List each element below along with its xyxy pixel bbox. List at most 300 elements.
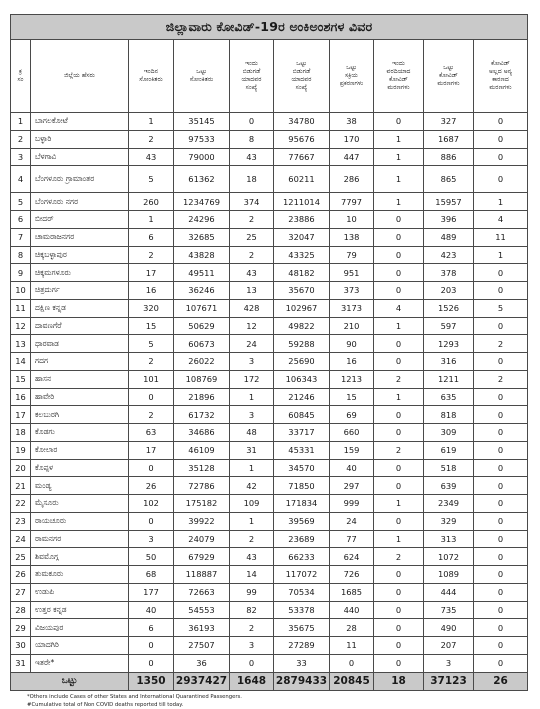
- cell-today-deaths: 4: [374, 299, 424, 317]
- cell-active: 373: [330, 282, 374, 300]
- cell-total-deaths: 316: [424, 353, 474, 371]
- cell-total-discharged: 59288: [274, 335, 330, 353]
- table-row: [11, 566, 528, 584]
- district-stats-table: [10, 14, 528, 691]
- cell-total-discharged: 70534: [274, 583, 330, 601]
- header-line: ಮರಣಗಳು: [489, 84, 512, 91]
- cell-today-discharged: 0: [230, 113, 274, 131]
- cell-today-discharged: 2: [230, 211, 274, 229]
- cell-sl: 13: [11, 335, 31, 353]
- cell-total-discharged: 117072: [274, 566, 330, 584]
- cell-total-deaths: 1687: [424, 130, 474, 148]
- cell-today-discharged: 1: [230, 459, 274, 477]
- table-row: [11, 264, 528, 282]
- cell-non-covid: 0: [474, 566, 528, 584]
- cell-total-discharged: 35670: [274, 282, 330, 300]
- cell-today-discharged: 31: [230, 441, 274, 459]
- cell-total-deaths: 635: [424, 388, 474, 406]
- cell-total-discharged: 53378: [274, 601, 330, 619]
- cell-today-discharged: 3: [230, 353, 274, 371]
- cell-sl: 29: [11, 619, 31, 637]
- cell-non-covid: 1: [474, 246, 528, 264]
- cell-active: 951: [330, 264, 374, 282]
- cell-today-cases: 2: [129, 353, 174, 371]
- cell-today-deaths: 2: [374, 548, 424, 566]
- header-line: ಸಂಖ್ಯೆ: [245, 84, 258, 91]
- cell-today-cases: 0: [129, 654, 174, 672]
- cell-total-cases: 34686: [174, 424, 230, 442]
- cell-sl: 18: [11, 424, 31, 442]
- cell-today-discharged: 8: [230, 130, 274, 148]
- cell-total-deaths: 423: [424, 246, 474, 264]
- total-today-deaths: 18: [374, 672, 424, 690]
- cell-total-discharged: 77667: [274, 148, 330, 166]
- cell-today-cases: 320: [129, 299, 174, 317]
- cell-non-covid: 0: [474, 388, 528, 406]
- cell-total-discharged: 1211014: [274, 193, 330, 211]
- cell-total-cases: 72663: [174, 583, 230, 601]
- cell-total-cases: 67929: [174, 548, 230, 566]
- cell-non-covid: 1: [474, 193, 528, 211]
- cell-active: 726: [330, 566, 374, 584]
- cell-total-deaths: 1293: [424, 335, 474, 353]
- cell-district: ಉತ್ತರ ಕನ್ನಡ: [31, 601, 129, 619]
- cell-non-covid: 0: [474, 583, 528, 601]
- cell-sl: 2: [11, 130, 31, 148]
- cell-active: 38: [330, 113, 374, 131]
- cell-district: ಮೈಸೂರು: [31, 495, 129, 513]
- cell-total-cases: 60673: [174, 335, 230, 353]
- header-line: ಕ್ರ: [18, 68, 23, 75]
- cell-total-cases: 43828: [174, 246, 230, 264]
- table-row: [11, 477, 528, 495]
- header-line: ಅಲ್ಲದ ಅನ್ಯ: [488, 68, 513, 75]
- cell-total-cases: 97533: [174, 130, 230, 148]
- header-line: ವರದಿಯಾದ: [386, 68, 411, 75]
- cell-sl: 9: [11, 264, 31, 282]
- cell-today-cases: 40: [129, 601, 174, 619]
- header-row: [11, 40, 528, 113]
- table-row: [11, 148, 528, 166]
- cell-today-deaths: 0: [374, 424, 424, 442]
- cell-district: ಯಾದಗಿರಿ: [31, 637, 129, 655]
- cell-total-deaths: 1072: [424, 548, 474, 566]
- cell-total-discharged: 171834: [274, 495, 330, 513]
- cell-today-cases: 3: [129, 530, 174, 548]
- cell-district: ಮಂಡ್ಯ: [31, 477, 129, 495]
- cell-total-discharged: 71850: [274, 477, 330, 495]
- cell-total-discharged: 39569: [274, 512, 330, 530]
- cell-total-cases: 50629: [174, 317, 230, 335]
- cell-non-covid: 0: [474, 148, 528, 166]
- cell-today-deaths: 1: [374, 530, 424, 548]
- header-line: ಬಿಡುಗಡೆ: [242, 68, 261, 75]
- cell-district: ಕೊಪ್ಪಳ: [31, 459, 129, 477]
- cell-total-cases: 35128: [174, 459, 230, 477]
- cell-today-cases: 17: [129, 441, 174, 459]
- cell-today-deaths: 0: [374, 335, 424, 353]
- cell-today-deaths: 0: [374, 113, 424, 131]
- cell-today-deaths: 0: [374, 583, 424, 601]
- cell-sl: 28: [11, 601, 31, 619]
- cell-active: 11: [330, 637, 374, 655]
- table-row: [11, 211, 528, 229]
- cell-total-cases: 61362: [174, 166, 230, 193]
- cell-total-discharged: 35675: [274, 619, 330, 637]
- cell-total-discharged: 102967: [274, 299, 330, 317]
- cell-today-deaths: 2: [374, 370, 424, 388]
- cell-active: 210: [330, 317, 374, 335]
- cell-active: 77: [330, 530, 374, 548]
- cell-today-cases: 260: [129, 193, 174, 211]
- total-active: 20845: [330, 672, 374, 690]
- cell-today-cases: 5: [129, 335, 174, 353]
- table-row: [11, 583, 528, 601]
- cell-today-discharged: 2: [230, 619, 274, 637]
- cell-today-deaths: 0: [374, 459, 424, 477]
- cell-today-discharged: 428: [230, 299, 274, 317]
- cell-non-covid: 0: [474, 264, 528, 282]
- table-row: [11, 282, 528, 300]
- cell-total-discharged: 33: [274, 654, 330, 672]
- header-line: ಸೋಂಕಿತರು: [189, 76, 214, 83]
- header-line: ಇಂದಿನ: [143, 68, 159, 75]
- header-total-cases: [174, 40, 230, 113]
- cell-today-discharged: 109: [230, 495, 274, 513]
- table-row: [11, 601, 528, 619]
- header-line: ಮರಣಗಳು: [387, 84, 410, 91]
- cell-total-discharged: 43325: [274, 246, 330, 264]
- cell-sl: 6: [11, 211, 31, 229]
- total-total-cases: 2937427: [174, 672, 230, 690]
- cell-total-cases: 61732: [174, 406, 230, 424]
- cell-total-deaths: 396: [424, 211, 474, 229]
- cell-district: ಬಳ್ಳಾರಿ: [31, 130, 129, 148]
- footnotes: [10, 693, 527, 709]
- cell-today-deaths: 0: [374, 264, 424, 282]
- cell-today-cases: 1: [129, 211, 174, 229]
- cell-total-deaths: 444: [424, 583, 474, 601]
- cell-total-discharged: 23886: [274, 211, 330, 229]
- cell-total-deaths: 2349: [424, 495, 474, 513]
- cell-sl: 24: [11, 530, 31, 548]
- cell-district: ಕೋಲಾರ: [31, 441, 129, 459]
- cell-today-cases: 43: [129, 148, 174, 166]
- cell-total-discharged: 45331: [274, 441, 330, 459]
- cell-active: 440: [330, 601, 374, 619]
- cell-total-deaths: 1211: [424, 370, 474, 388]
- cell-total-discharged: 48182: [274, 264, 330, 282]
- total-today-discharged: 1648: [230, 672, 274, 690]
- cell-total-cases: 24079: [174, 530, 230, 548]
- cell-active: 24: [330, 512, 374, 530]
- table-row: [11, 441, 528, 459]
- header-line: ಇಂದು: [245, 60, 258, 67]
- cell-today-cases: 0: [129, 459, 174, 477]
- cell-total-cases: 72786: [174, 477, 230, 495]
- header-line: ಬಿಡುಗಡೆ: [292, 68, 311, 75]
- table-title: ಜಿಲ್ಲಾವಾರು ಕೋವಿಡ್-19ರ ಅಂಕಿಅಂಶಗಳ ವಿವರ: [11, 15, 528, 40]
- header-line: ಒಟ್ಟು: [443, 64, 454, 71]
- header-line: ಕೋವಿಡ್: [491, 60, 510, 67]
- cell-total-cases: 54553: [174, 601, 230, 619]
- cell-today-cases: 5: [129, 166, 174, 193]
- cell-total-cases: 79000: [174, 148, 230, 166]
- covid-district-sheet: [10, 14, 527, 709]
- header-line: ಮರಣಗಳು: [437, 80, 460, 87]
- cell-today-deaths: 0: [374, 246, 424, 264]
- table-row: [11, 512, 528, 530]
- header-today-discharged: [230, 40, 274, 113]
- table-row: [11, 495, 528, 513]
- cell-today-discharged: 18: [230, 166, 274, 193]
- cell-total-deaths: 619: [424, 441, 474, 459]
- table-row: [11, 548, 528, 566]
- cell-today-discharged: 13: [230, 282, 274, 300]
- cell-sl: 12: [11, 317, 31, 335]
- cell-non-covid: 0: [474, 619, 528, 637]
- cell-today-deaths: 1: [374, 166, 424, 193]
- cell-today-cases: 6: [129, 619, 174, 637]
- cell-active: 447: [330, 148, 374, 166]
- cell-active: 286: [330, 166, 374, 193]
- cell-active: 3173: [330, 299, 374, 317]
- cell-total-cases: 27507: [174, 637, 230, 655]
- cell-total-deaths: 518: [424, 459, 474, 477]
- cell-today-discharged: 42: [230, 477, 274, 495]
- cell-active: 297: [330, 477, 374, 495]
- cell-today-cases: 0: [129, 512, 174, 530]
- cell-today-cases: 50: [129, 548, 174, 566]
- cell-total-cases: 26022: [174, 353, 230, 371]
- cell-district: ತುಮಕೂರು: [31, 566, 129, 584]
- cell-total-discharged: 34780: [274, 113, 330, 131]
- cell-today-deaths: 0: [374, 228, 424, 246]
- cell-today-deaths: 0: [374, 654, 424, 672]
- header-line: ಸಕ್ರಿಯ: [344, 72, 359, 79]
- cell-active: 660: [330, 424, 374, 442]
- cell-total-deaths: 309: [424, 424, 474, 442]
- cell-district: ರಾಮನಗರ: [31, 530, 129, 548]
- header-total-deaths: [424, 40, 474, 113]
- header-serial: [11, 40, 31, 113]
- cell-today-cases: 0: [129, 388, 174, 406]
- cell-today-discharged: 1: [230, 388, 274, 406]
- table-row: [11, 406, 528, 424]
- table-row: [11, 654, 528, 672]
- cell-today-discharged: 43: [230, 148, 274, 166]
- cell-today-discharged: 12: [230, 317, 274, 335]
- cell-total-cases: 21896: [174, 388, 230, 406]
- cell-today-discharged: 2: [230, 246, 274, 264]
- cell-today-discharged: 48: [230, 424, 274, 442]
- cell-sl: 14: [11, 353, 31, 371]
- cell-sl: 1: [11, 113, 31, 131]
- cell-today-deaths: 1: [374, 193, 424, 211]
- cell-total-deaths: 490: [424, 619, 474, 637]
- totals-label: ಒಟ್ಟು: [11, 672, 129, 690]
- table-row: [11, 424, 528, 442]
- cell-active: 1685: [330, 583, 374, 601]
- cell-total-cases: 107671: [174, 299, 230, 317]
- cell-today-deaths: 0: [374, 512, 424, 530]
- cell-total-deaths: 639: [424, 477, 474, 495]
- cell-active: 28: [330, 619, 374, 637]
- cell-today-cases: 15: [129, 317, 174, 335]
- header-line: ಕೋವಿಡ್: [389, 76, 408, 83]
- cell-sl: 20: [11, 459, 31, 477]
- cell-today-cases: 26: [129, 477, 174, 495]
- cell-today-deaths: 2: [374, 441, 424, 459]
- cell-active: 90: [330, 335, 374, 353]
- cell-today-discharged: 3: [230, 406, 274, 424]
- cell-total-discharged: 27289: [274, 637, 330, 655]
- cell-today-cases: 177: [129, 583, 174, 601]
- cell-total-discharged: 33717: [274, 424, 330, 442]
- cell-active: 999: [330, 495, 374, 513]
- cell-non-covid: 5: [474, 299, 528, 317]
- cell-non-covid: 0: [474, 512, 528, 530]
- cell-today-discharged: 172: [230, 370, 274, 388]
- cell-total-deaths: 207: [424, 637, 474, 655]
- header-line: ಇಂದು: [392, 60, 405, 67]
- cell-district: ಗದಗ: [31, 353, 129, 371]
- total-today-cases: 1350: [129, 672, 174, 690]
- cell-total-deaths: 203: [424, 282, 474, 300]
- cell-non-covid: 4: [474, 211, 528, 229]
- cell-total-cases: 36193: [174, 619, 230, 637]
- cell-district: ಇತರೇ*: [31, 654, 129, 672]
- cell-non-covid: 0: [474, 548, 528, 566]
- cell-total-discharged: 60211: [274, 166, 330, 193]
- cell-active: 79: [330, 246, 374, 264]
- cell-total-cases: 35145: [174, 113, 230, 131]
- cell-district: ಉಡುಪಿ: [31, 583, 129, 601]
- header-line: ಸಂ: [17, 76, 24, 83]
- cell-today-cases: 63: [129, 424, 174, 442]
- header-line: ಯಾದವರ: [291, 76, 312, 83]
- cell-today-cases: 2: [129, 246, 174, 264]
- cell-today-cases: 0: [129, 637, 174, 655]
- cell-total-deaths: 735: [424, 601, 474, 619]
- cell-total-cases: 36: [174, 654, 230, 672]
- header-line: ಒಟ್ಟು: [296, 60, 307, 67]
- cell-non-covid: 2: [474, 335, 528, 353]
- cell-district: ಕೊಡಗು: [31, 424, 129, 442]
- table-row: [11, 166, 528, 193]
- cell-district: ಚಿತ್ರದುರ್ಗ: [31, 282, 129, 300]
- cell-total-deaths: 378: [424, 264, 474, 282]
- cell-non-covid: 0: [474, 406, 528, 424]
- cell-today-discharged: 43: [230, 548, 274, 566]
- cell-sl: 19: [11, 441, 31, 459]
- cell-district: ಬಾಗಲಕೋಟೆ: [31, 113, 129, 131]
- cell-non-covid: 0: [474, 495, 528, 513]
- cell-non-covid: 0: [474, 477, 528, 495]
- cell-non-covid: 0: [474, 353, 528, 371]
- cell-non-covid: 0: [474, 282, 528, 300]
- cell-today-discharged: 14: [230, 566, 274, 584]
- cell-total-discharged: 60845: [274, 406, 330, 424]
- header-line: ಕೋವಿಡ್: [439, 72, 458, 79]
- cell-today-discharged: 1: [230, 512, 274, 530]
- cell-total-discharged: 66233: [274, 548, 330, 566]
- table-row: [11, 246, 528, 264]
- cell-today-cases: 101: [129, 370, 174, 388]
- table-body: [11, 113, 528, 673]
- totals-row: [11, 672, 528, 690]
- cell-sl: 17: [11, 406, 31, 424]
- cell-total-deaths: 886: [424, 148, 474, 166]
- cell-total-cases: 49511: [174, 264, 230, 282]
- footnote-non-covid: #Cumulative total of Non COVID deaths reported till today.: [27, 701, 184, 708]
- cell-total-cases: 108769: [174, 370, 230, 388]
- cell-district: ಬೀದರ್: [31, 211, 129, 229]
- cell-sl: 27: [11, 583, 31, 601]
- cell-total-cases: 39922: [174, 512, 230, 530]
- header-line: ಕಾರಣದ: [492, 76, 509, 83]
- cell-total-deaths: 1089: [424, 566, 474, 584]
- header-total-discharged: [274, 40, 330, 113]
- cell-total-cases: 175182: [174, 495, 230, 513]
- cell-district: ರಾಯಚೂರು: [31, 512, 129, 530]
- table-row: [11, 193, 528, 211]
- cell-total-discharged: 49822: [274, 317, 330, 335]
- header-today-cases: [129, 40, 174, 113]
- cell-total-cases: 24296: [174, 211, 230, 229]
- cell-non-covid: 0: [474, 317, 528, 335]
- cell-total-deaths: 489: [424, 228, 474, 246]
- cell-sl: 16: [11, 388, 31, 406]
- cell-active: 1213: [330, 370, 374, 388]
- cell-today-deaths: 0: [374, 566, 424, 584]
- cell-active: 138: [330, 228, 374, 246]
- table-row: [11, 637, 528, 655]
- cell-total-cases: 118887: [174, 566, 230, 584]
- cell-total-discharged: 32047: [274, 228, 330, 246]
- cell-total-deaths: 15957: [424, 193, 474, 211]
- cell-today-cases: 2: [129, 406, 174, 424]
- table-row: [11, 353, 528, 371]
- cell-active: 69: [330, 406, 374, 424]
- cell-total-cases: 1234769: [174, 193, 230, 211]
- table-row: [11, 619, 528, 637]
- table-row: [11, 370, 528, 388]
- table-row: [11, 317, 528, 335]
- cell-non-covid: 11: [474, 228, 528, 246]
- footnote-others: *Others include Cases of other States and International Quarantined Passengers.: [27, 693, 242, 700]
- total-non-covid: 26: [474, 672, 528, 690]
- cell-today-deaths: 0: [374, 282, 424, 300]
- table-row: [11, 335, 528, 353]
- cell-today-cases: 6: [129, 228, 174, 246]
- table-row: [11, 459, 528, 477]
- cell-today-cases: 68: [129, 566, 174, 584]
- cell-sl: 7: [11, 228, 31, 246]
- header-non-covid-deaths: [474, 40, 528, 113]
- cell-total-discharged: 21246: [274, 388, 330, 406]
- cell-total-discharged: 95676: [274, 130, 330, 148]
- cell-today-discharged: 82: [230, 601, 274, 619]
- cell-non-covid: 0: [474, 654, 528, 672]
- table-row: [11, 530, 528, 548]
- cell-total-discharged: 106343: [274, 370, 330, 388]
- cell-sl: 11: [11, 299, 31, 317]
- cell-non-covid: 0: [474, 459, 528, 477]
- cell-non-covid: 0: [474, 530, 528, 548]
- cell-sl: 30: [11, 637, 31, 655]
- cell-non-covid: 2: [474, 370, 528, 388]
